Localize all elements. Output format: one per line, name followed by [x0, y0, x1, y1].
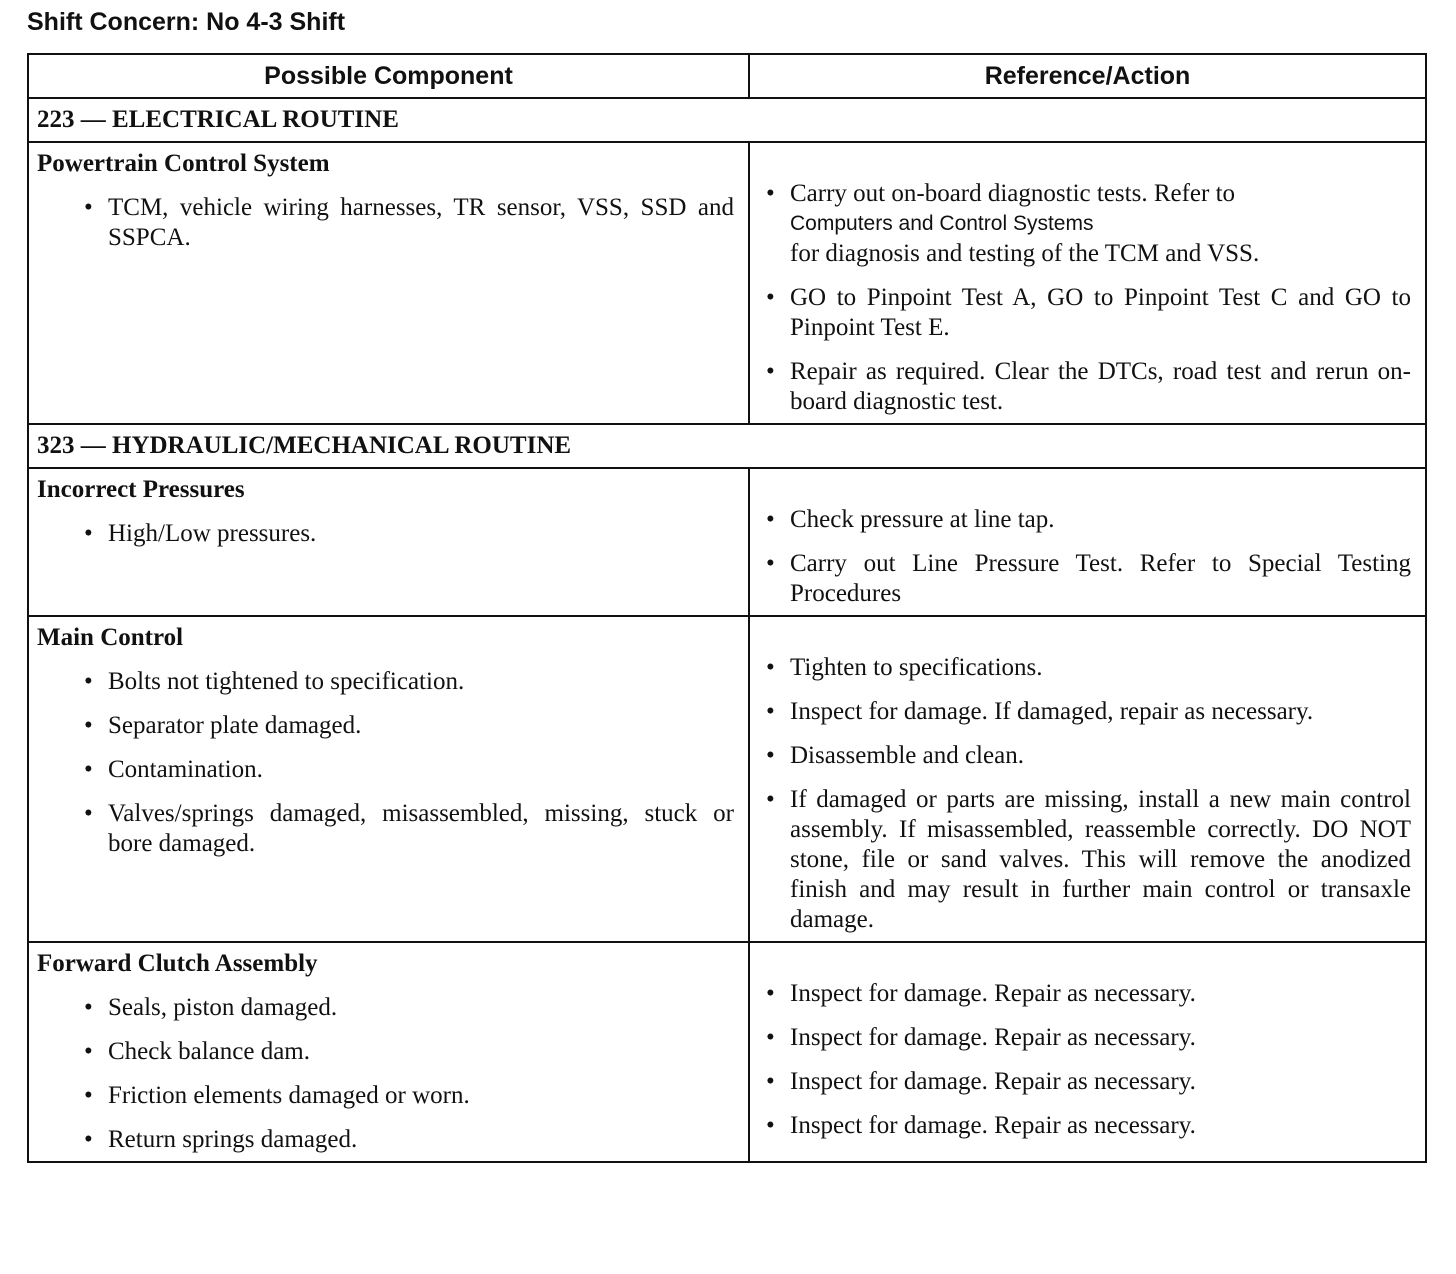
list-item: • Repair as required. Clear the DTCs, road test and rerun on-board diagnostic test. [750, 357, 1411, 417]
list-item: • Friction elements damaged or worn. [29, 1081, 734, 1111]
list-item: • Check pressure at line tap. [750, 505, 1411, 535]
list-item: • High/Low pressures. [29, 519, 734, 549]
table-header-row [28, 54, 1426, 98]
list-item: • GO to Pinpoint Test A, GO to Pinpoint Test C and GO to Pinpoint Test E. [750, 283, 1411, 343]
routine-row-electrical [28, 98, 1426, 142]
group-title-powertrain: Powertrain Control System [37, 150, 330, 177]
list-item: • Inspect for damage. If damaged, repair as necessary. [750, 697, 1411, 727]
action-cell-powertrain [749, 142, 1426, 424]
list-item: • Separator plate damaged. [29, 711, 734, 741]
list-item: • Check balance dam. [29, 1037, 734, 1067]
list-item: • Tighten to specifications. [750, 653, 1411, 683]
action-cell-pressures [749, 468, 1426, 616]
list-item: • Inspect for damage. Repair as necessary. [750, 1067, 1411, 1097]
action-text: Carry out on-board diagnostic tests. Refer to [790, 180, 1236, 207]
component-cell-pressures [28, 468, 749, 616]
component-cell-forward-clutch [28, 942, 749, 1162]
page-title: Shift Concern: No 4-3 Shift [27, 8, 346, 36]
list-item: • Inspect for damage. Repair as necessary. [750, 1023, 1411, 1053]
diagnosis-table [27, 53, 1427, 1163]
list-item: • Disassemble and clean. [750, 741, 1411, 771]
list-item: • Inspect for damage. Repair as necessary. [750, 1111, 1411, 1141]
table-row-forward-clutch [28, 942, 1426, 1162]
list-item: • Inspect for damage. Repair as necessary. [750, 979, 1411, 1009]
routine-323-label: 323 — HYDRAULIC/MECHANICAL ROUTINE [28, 424, 1426, 468]
list-item: • If damaged or parts are missing, install a new main control assembly. If misassembled, reassemble correctly. DO NOT stone, file or sand valves. This will remove the anodized finish and may result in further main control or transaxle damage. [750, 785, 1411, 935]
list-item: • Seals, piston damaged. [29, 993, 734, 1023]
reference-link-computers-control[interactable]: Computers and Control Systems [790, 212, 1094, 235]
list-item: • Carry out Line Pressure Test. Refer to Special Testing Procedures [750, 549, 1411, 609]
table-row-powertrain [28, 142, 1426, 424]
list-item: • TCM, vehicle wiring harnesses, TR sensor, VSS, SSD and SSPCA. [29, 193, 734, 253]
table-row-main-control [28, 616, 1426, 942]
list-item [750, 179, 1411, 269]
header-reference-action: Reference/Action [749, 54, 1426, 98]
action-text: for diagnosis and testing of the TCM and VSS. [790, 240, 1260, 267]
component-cell-powertrain [28, 142, 749, 424]
list-item: • Contamination. [29, 755, 734, 785]
component-cell-main-control [28, 616, 749, 942]
list-item: • Return springs damaged. [29, 1125, 734, 1155]
group-title-main-control: Main Control [37, 624, 184, 651]
list-item: • Bolts not tightened to specification. [29, 667, 734, 697]
header-possible-component: Possible Component [28, 54, 749, 98]
group-title-forward-clutch: Forward Clutch Assembly [37, 950, 318, 977]
action-cell-main-control [749, 616, 1426, 942]
list-item: • Valves/springs damaged, misassembled, missing, stuck or bore damaged. [29, 799, 734, 859]
group-title-pressures: Incorrect Pressures [37, 476, 245, 503]
action-cell-forward-clutch [749, 942, 1426, 1162]
table-row-pressures [28, 468, 1426, 616]
routine-223-label: 223 — ELECTRICAL ROUTINE [28, 98, 1426, 142]
routine-row-hydraulic [28, 424, 1426, 468]
